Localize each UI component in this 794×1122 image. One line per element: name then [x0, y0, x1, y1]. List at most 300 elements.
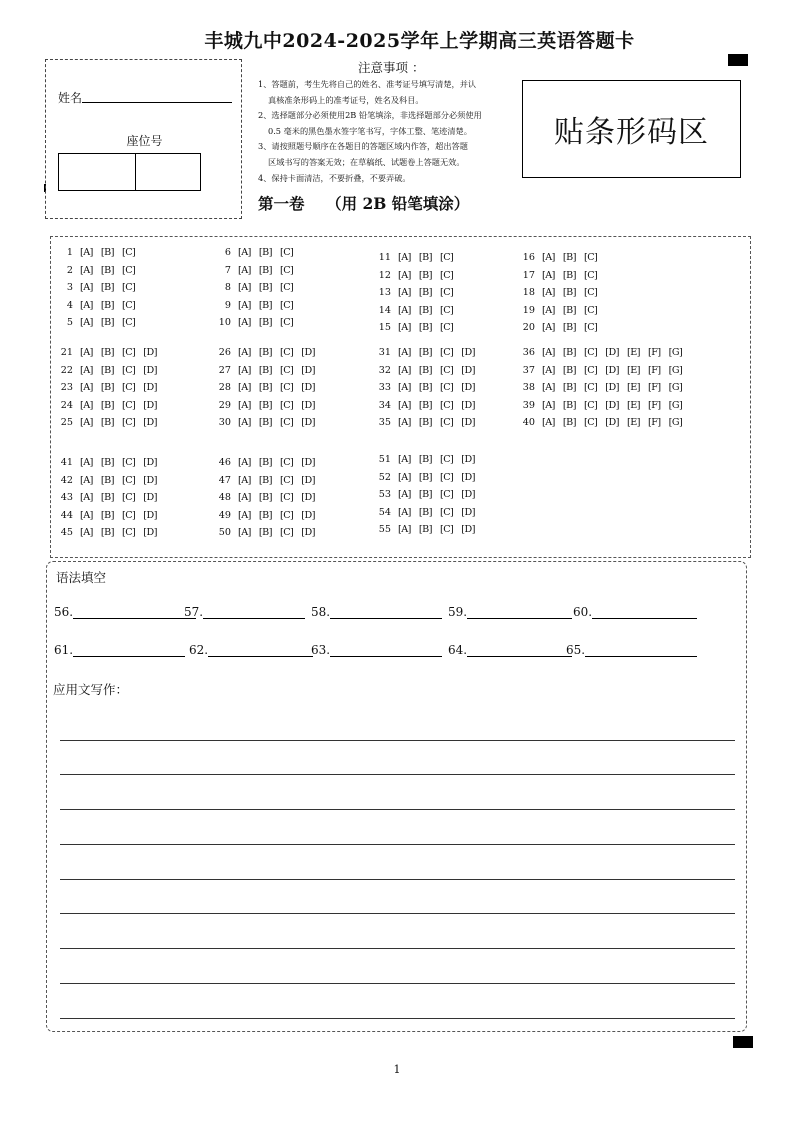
- question-12: [369, 270, 461, 281]
- option-bubble-a[interactable]: [A]: [542, 364, 555, 376]
- option-bubble-b[interactable]: [B]: [258, 382, 272, 393]
- question-number: 44: [60, 509, 73, 521]
- option-bubble-a[interactable]: [A]: [542, 287, 555, 298]
- option-bubble-g[interactable]: [G]: [668, 417, 683, 428]
- option-bubble-b[interactable]: [B]: [418, 287, 432, 298]
- option-bubble-c[interactable]: [C]: [121, 317, 136, 328]
- option-bubble-a[interactable]: [A]: [80, 364, 93, 376]
- question-55: [369, 524, 483, 535]
- option-bubble-b[interactable]: [B]: [258, 299, 272, 311]
- question-28: [209, 382, 323, 393]
- option-bubble-c[interactable]: [C]: [583, 382, 598, 393]
- option-bubble-a[interactable]: [A]: [398, 252, 411, 263]
- question-number: 11: [378, 252, 391, 263]
- option-bubble-a[interactable]: [A]: [398, 454, 411, 465]
- option-bubble-b[interactable]: [B]: [258, 282, 272, 293]
- option-bubble-a[interactable]: [A]: [398, 524, 411, 535]
- question-29: [209, 400, 323, 411]
- option-bubble-b[interactable]: [B]: [418, 399, 432, 411]
- question-number: 9: [224, 299, 231, 311]
- option-bubble-b[interactable]: [B]: [562, 252, 576, 263]
- option-bubble-g[interactable]: [G]: [668, 364, 683, 376]
- option-bubble-c[interactable]: [C]: [279, 317, 294, 328]
- option-bubble-f[interactable]: [F]: [647, 417, 661, 428]
- option-bubble-c[interactable]: [C]: [583, 269, 598, 281]
- option-bubble-d[interactable]: [D]: [605, 399, 619, 411]
- option-bubble-d[interactable]: [D]: [461, 506, 475, 518]
- option-bubble-a[interactable]: [A]: [398, 304, 411, 316]
- option-bubble-d[interactable]: [D]: [605, 382, 619, 393]
- question-number: 28: [218, 382, 231, 393]
- question-number: 35: [378, 417, 391, 428]
- option-bubble-d[interactable]: [D]: [461, 347, 475, 358]
- question-number: 26: [218, 347, 231, 358]
- option-bubble-a[interactable]: [A]: [80, 282, 93, 293]
- option-bubble-b[interactable]: [B]: [100, 299, 114, 311]
- option-bubble-c[interactable]: [C]: [279, 399, 294, 411]
- option-bubble-c[interactable]: [C]: [439, 364, 454, 376]
- option-bubble-c[interactable]: [C]: [121, 347, 136, 358]
- blank-62[interactable]: [189, 642, 313, 657]
- option-bubble-d[interactable]: [D]: [143, 364, 157, 376]
- option-bubble-b[interactable]: [B]: [258, 247, 272, 258]
- option-bubble-b[interactable]: [B]: [418, 417, 432, 428]
- option-bubble-c[interactable]: [C]: [279, 474, 294, 486]
- option-bubble-b[interactable]: [B]: [258, 457, 272, 468]
- option-bubble-b[interactable]: [B]: [418, 269, 432, 281]
- option-bubble-c[interactable]: [C]: [583, 304, 598, 316]
- question-23: [51, 382, 165, 393]
- option-bubble-a[interactable]: [A]: [398, 506, 411, 518]
- option-bubble-a[interactable]: [A]: [398, 382, 411, 393]
- option-bubble-b[interactable]: [B]: [418, 524, 432, 535]
- option-bubble-a[interactable]: [A]: [80, 317, 93, 328]
- option-bubble-a[interactable]: [A]: [398, 417, 411, 428]
- writing-title: 应用文写作：: [53, 682, 129, 697]
- option-bubble-a[interactable]: [A]: [238, 382, 251, 393]
- option-bubble-a[interactable]: [A]: [80, 474, 93, 486]
- option-bubble-b[interactable]: [B]: [562, 347, 576, 358]
- question-26: [209, 347, 323, 358]
- multiple-choice-area: [50, 236, 751, 558]
- option-bubble-a[interactable]: [A]: [80, 347, 93, 358]
- writing-line[interactable]: [60, 740, 735, 741]
- option-bubble-a[interactable]: [A]: [398, 269, 411, 281]
- question-number: 25: [60, 417, 73, 428]
- option-bubble-b[interactable]: [B]: [100, 347, 114, 358]
- option-bubble-c[interactable]: [C]: [583, 364, 598, 376]
- option-bubble-b[interactable]: [B]: [562, 287, 576, 298]
- option-bubble-b[interactable]: [B]: [418, 489, 432, 500]
- option-bubble-c[interactable]: [C]: [439, 287, 454, 298]
- option-bubble-c[interactable]: [C]: [121, 417, 136, 428]
- question-52: [369, 472, 483, 483]
- question-number: 2: [66, 264, 73, 276]
- option-bubble-a[interactable]: [A]: [80, 382, 93, 393]
- option-bubble-b[interactable]: [B]: [258, 509, 272, 521]
- option-bubble-a[interactable]: [A]: [238, 417, 251, 428]
- question-32: [369, 365, 483, 376]
- option-bubble-g[interactable]: [G]: [668, 382, 683, 393]
- option-bubble-a[interactable]: [A]: [542, 252, 555, 263]
- option-bubble-b[interactable]: [B]: [418, 382, 432, 393]
- option-bubble-a[interactable]: [A]: [398, 287, 411, 298]
- question-number: 38: [522, 382, 535, 393]
- page-title: 丰城九中2024-2025学年上学期高三英语答题卡: [204, 30, 635, 52]
- option-bubble-b[interactable]: [B]: [100, 457, 114, 468]
- option-bubble-c[interactable]: [C]: [439, 454, 454, 465]
- option-bubble-c[interactable]: [C]: [279, 247, 294, 258]
- option-bubble-a[interactable]: [A]: [80, 457, 93, 468]
- option-bubble-a[interactable]: [A]: [238, 264, 251, 276]
- option-bubble-c[interactable]: [C]: [583, 252, 598, 263]
- notice-item: 2、选择题部分必须使用2B 铅笔填涂，非选择题部分必须使用: [258, 110, 482, 121]
- barcode-area: 贴条形码区: [522, 80, 741, 178]
- option-bubble-c[interactable]: [C]: [121, 474, 136, 486]
- option-bubble-a[interactable]: [A]: [542, 417, 555, 428]
- option-bubble-d[interactable]: [D]: [605, 347, 619, 358]
- option-bubble-c[interactable]: [C]: [279, 417, 294, 428]
- option-bubble-c[interactable]: [C]: [121, 264, 136, 276]
- writing-line[interactable]: [60, 844, 735, 845]
- option-bubble-b[interactable]: [B]: [418, 471, 432, 483]
- notice-item: 区域书写的答案无效；在草稿纸、试题卷上答题无效。: [268, 156, 465, 167]
- option-bubble-d[interactable]: [D]: [143, 417, 157, 428]
- option-bubble-b[interactable]: [B]: [562, 304, 576, 316]
- question-38: [513, 382, 690, 393]
- option-bubble-b[interactable]: [B]: [100, 399, 114, 411]
- option-bubble-c[interactable]: [C]: [439, 489, 454, 500]
- question-number: 55: [378, 524, 391, 535]
- option-bubble-c[interactable]: [C]: [439, 347, 454, 358]
- question-number: 1: [66, 247, 73, 258]
- option-bubble-c[interactable]: [C]: [439, 252, 454, 263]
- option-bubble-a[interactable]: [A]: [238, 399, 251, 411]
- question-number: 51: [378, 454, 391, 465]
- option-bubble-b[interactable]: [B]: [258, 474, 272, 486]
- option-bubble-a[interactable]: [A]: [238, 527, 251, 538]
- option-bubble-a[interactable]: [A]: [398, 347, 411, 358]
- question-number: 41: [60, 457, 73, 468]
- option-bubble-a[interactable]: [A]: [238, 282, 251, 293]
- option-bubble-f[interactable]: [F]: [647, 382, 661, 393]
- option-bubble-c[interactable]: [C]: [279, 299, 294, 311]
- name-field[interactable]: [82, 102, 232, 103]
- option-bubble-a[interactable]: [A]: [238, 364, 251, 376]
- option-bubble-c[interactable]: [C]: [439, 471, 454, 483]
- option-bubble-c[interactable]: [C]: [279, 364, 294, 376]
- option-bubble-e[interactable]: [E]: [626, 382, 640, 393]
- option-bubble-c[interactable]: [C]: [583, 347, 598, 358]
- option-bubble-c[interactable]: [C]: [121, 282, 136, 293]
- writing-line[interactable]: [60, 983, 735, 984]
- option-bubble-c[interactable]: [C]: [279, 382, 294, 393]
- option-bubble-c[interactable]: [C]: [583, 287, 598, 298]
- option-bubble-d[interactable]: [D]: [301, 347, 315, 358]
- option-bubble-b[interactable]: [B]: [258, 364, 272, 376]
- option-bubble-b[interactable]: [B]: [562, 322, 576, 333]
- option-bubble-e[interactable]: [E]: [626, 364, 640, 376]
- option-bubble-a[interactable]: [A]: [542, 269, 555, 281]
- option-bubble-a[interactable]: [A]: [80, 417, 93, 428]
- option-bubble-a[interactable]: [A]: [238, 347, 251, 358]
- option-bubble-e[interactable]: [E]: [626, 399, 640, 411]
- option-bubble-b[interactable]: [B]: [418, 304, 432, 316]
- blank-label: 58.: [311, 605, 331, 619]
- name-label: 姓名: [58, 91, 83, 105]
- option-bubble-b[interactable]: [B]: [562, 269, 576, 281]
- option-bubble-a[interactable]: [A]: [238, 492, 251, 503]
- option-bubble-d[interactable]: [D]: [301, 509, 315, 521]
- option-bubble-c[interactable]: [C]: [279, 264, 294, 276]
- option-bubble-d[interactable]: [D]: [301, 382, 315, 393]
- option-bubble-b[interactable]: [B]: [100, 317, 114, 328]
- option-bubble-a[interactable]: [A]: [238, 474, 251, 486]
- question-9: [209, 300, 301, 311]
- option-bubble-c[interactable]: [C]: [583, 417, 598, 428]
- option-bubble-d[interactable]: [D]: [301, 417, 315, 428]
- question-36: [513, 347, 690, 358]
- option-bubble-c[interactable]: [C]: [439, 304, 454, 316]
- writing-line[interactable]: [60, 809, 735, 810]
- option-bubble-b[interactable]: [B]: [100, 527, 114, 538]
- option-bubble-a[interactable]: [A]: [238, 509, 251, 521]
- option-bubble-d[interactable]: [D]: [143, 457, 157, 468]
- option-bubble-b[interactable]: [B]: [100, 247, 114, 258]
- option-bubble-b[interactable]: [B]: [100, 364, 114, 376]
- option-bubble-b[interactable]: [B]: [418, 252, 432, 263]
- option-bubble-c[interactable]: [C]: [439, 506, 454, 518]
- option-bubble-d[interactable]: [D]: [301, 364, 315, 376]
- option-bubble-a[interactable]: [A]: [80, 527, 93, 538]
- question-43: [51, 492, 165, 503]
- option-bubble-c[interactable]: [C]: [279, 457, 294, 468]
- option-bubble-b[interactable]: [B]: [418, 454, 432, 465]
- option-bubble-a[interactable]: [A]: [542, 304, 555, 316]
- option-bubble-a[interactable]: [A]: [238, 299, 251, 311]
- option-bubble-d[interactable]: [D]: [461, 471, 475, 483]
- option-bubble-d[interactable]: [D]: [605, 364, 619, 376]
- option-bubble-f[interactable]: [F]: [647, 364, 661, 376]
- option-bubble-b[interactable]: [B]: [100, 264, 114, 276]
- option-bubble-a[interactable]: [A]: [80, 299, 93, 311]
- option-bubble-d[interactable]: [D]: [143, 492, 157, 503]
- option-bubble-c[interactable]: [C]: [121, 509, 136, 521]
- option-bubble-a[interactable]: [A]: [238, 247, 251, 258]
- option-bubble-c[interactable]: [C]: [121, 399, 136, 411]
- option-bubble-b[interactable]: [B]: [258, 347, 272, 358]
- option-bubble-b[interactable]: [B]: [258, 399, 272, 411]
- option-bubble-a[interactable]: [A]: [542, 347, 555, 358]
- option-bubble-d[interactable]: [D]: [461, 399, 475, 411]
- option-bubble-c[interactable]: [C]: [439, 382, 454, 393]
- option-bubble-d[interactable]: [D]: [143, 347, 157, 358]
- blank-64[interactable]: [448, 642, 572, 657]
- blank-60[interactable]: [573, 604, 697, 619]
- option-bubble-d[interactable]: [D]: [143, 399, 157, 411]
- question-number: 13: [378, 287, 391, 298]
- blank-61[interactable]: [54, 642, 185, 657]
- option-bubble-d[interactable]: [D]: [143, 474, 157, 486]
- option-bubble-a[interactable]: [A]: [398, 489, 411, 500]
- option-bubble-c[interactable]: [C]: [279, 527, 294, 538]
- question-number: 19: [522, 304, 535, 316]
- option-bubble-a[interactable]: [A]: [542, 322, 555, 333]
- option-bubble-b[interactable]: [B]: [258, 492, 272, 503]
- option-bubble-b[interactable]: [B]: [258, 527, 272, 538]
- question-number: 3: [66, 282, 73, 293]
- option-bubble-d[interactable]: [D]: [461, 364, 475, 376]
- option-bubble-c[interactable]: [C]: [439, 399, 454, 411]
- option-bubble-a[interactable]: [A]: [238, 457, 251, 468]
- option-bubble-b[interactable]: [B]: [418, 322, 432, 333]
- option-bubble-g[interactable]: [G]: [668, 347, 683, 358]
- blank-63[interactable]: [311, 642, 442, 657]
- option-bubble-c[interactable]: [C]: [121, 492, 136, 503]
- option-bubble-e[interactable]: [E]: [626, 347, 640, 358]
- alignment-mark-bottom: [733, 1036, 753, 1048]
- question-number: 42: [60, 474, 73, 486]
- option-bubble-b[interactable]: [B]: [418, 364, 432, 376]
- blank-58[interactable]: [311, 604, 442, 619]
- option-bubble-b[interactable]: [B]: [100, 417, 114, 428]
- option-bubble-c[interactable]: [C]: [439, 269, 454, 281]
- notice-item: 真核准条形码上的准考证号，姓名及科目。: [268, 94, 424, 105]
- option-bubble-c[interactable]: [C]: [121, 382, 136, 393]
- question-number: 17: [522, 269, 535, 281]
- blank-59[interactable]: [448, 604, 572, 619]
- question-number: 21: [60, 347, 73, 358]
- section1-label: 第一卷 （用 2B 铅笔填涂）: [258, 194, 470, 213]
- blank-65[interactable]: [566, 642, 697, 657]
- option-bubble-a[interactable]: [A]: [542, 382, 555, 393]
- option-bubble-d[interactable]: [D]: [143, 382, 157, 393]
- blank-label: 62.: [189, 643, 209, 657]
- notice-item: 1、答题前，考生先将自己的姓名、准考证号填写清楚，并认: [258, 79, 477, 89]
- question-24: [51, 400, 165, 411]
- question-39: [513, 400, 690, 411]
- question-number: 50: [218, 527, 231, 538]
- option-bubble-g[interactable]: [G]: [668, 399, 683, 411]
- question-number: 53: [378, 489, 391, 500]
- option-bubble-a[interactable]: [A]: [238, 317, 251, 328]
- option-bubble-c[interactable]: [C]: [279, 509, 294, 521]
- option-bubble-d[interactable]: [D]: [461, 454, 475, 465]
- option-bubble-b[interactable]: [B]: [562, 364, 576, 376]
- question-number: 6: [224, 247, 231, 258]
- option-bubble-d[interactable]: [D]: [461, 489, 475, 500]
- option-bubble-c[interactable]: [C]: [121, 527, 136, 538]
- option-bubble-d[interactable]: [D]: [301, 527, 315, 538]
- option-bubble-a[interactable]: [A]: [80, 247, 93, 258]
- option-bubble-a[interactable]: [A]: [80, 399, 93, 411]
- writing-line[interactable]: [60, 1018, 735, 1019]
- option-bubble-c[interactable]: [C]: [121, 457, 136, 468]
- question-8: [209, 282, 301, 293]
- option-bubble-a[interactable]: [A]: [542, 399, 555, 411]
- option-bubble-d[interactable]: [D]: [143, 509, 157, 521]
- option-bubble-a[interactable]: [A]: [398, 471, 411, 483]
- option-bubble-c[interactable]: [C]: [279, 492, 294, 503]
- blank-57[interactable]: [184, 604, 305, 619]
- writing-line[interactable]: [60, 774, 735, 775]
- option-bubble-b[interactable]: [B]: [258, 264, 272, 276]
- option-bubble-a[interactable]: [A]: [398, 322, 411, 333]
- question-7: [209, 265, 301, 276]
- option-bubble-a[interactable]: [A]: [398, 364, 411, 376]
- question-46: [209, 457, 323, 468]
- seat-number-field[interactable]: [58, 153, 201, 191]
- question-34: [369, 400, 483, 411]
- option-bubble-a[interactable]: [A]: [80, 264, 93, 276]
- writing-line[interactable]: [60, 913, 735, 914]
- option-bubble-c[interactable]: [C]: [279, 282, 294, 293]
- blank-56[interactable]: [54, 604, 196, 619]
- option-bubble-c[interactable]: [C]: [439, 524, 454, 535]
- option-bubble-c[interactable]: [C]: [439, 417, 454, 428]
- question-5: [51, 317, 143, 328]
- question-number: 45: [60, 527, 73, 538]
- question-48: [209, 492, 323, 503]
- option-bubble-c[interactable]: [C]: [439, 322, 454, 333]
- option-bubble-f[interactable]: [F]: [647, 399, 661, 411]
- option-bubble-d[interactable]: [D]: [301, 457, 315, 468]
- writing-line[interactable]: [60, 948, 735, 949]
- option-bubble-c[interactable]: [C]: [121, 299, 136, 311]
- option-bubble-b[interactable]: [B]: [100, 282, 114, 293]
- option-bubble-a[interactable]: [A]: [80, 492, 93, 503]
- option-bubble-b[interactable]: [B]: [258, 417, 272, 428]
- option-bubble-d[interactable]: [D]: [143, 527, 157, 538]
- option-bubble-b[interactable]: [B]: [100, 382, 114, 393]
- option-bubble-b[interactable]: [B]: [562, 399, 576, 411]
- option-bubble-c[interactable]: [C]: [583, 399, 598, 411]
- question-21: [51, 347, 165, 358]
- option-bubble-b[interactable]: [B]: [418, 347, 432, 358]
- option-bubble-d[interactable]: [D]: [301, 399, 315, 411]
- option-bubble-d[interactable]: [D]: [301, 492, 315, 503]
- option-bubble-e[interactable]: [E]: [626, 417, 640, 428]
- option-bubble-b[interactable]: [B]: [100, 509, 114, 521]
- option-bubble-c[interactable]: [C]: [121, 364, 136, 376]
- writing-line[interactable]: [60, 879, 735, 880]
- question-number: 29: [218, 399, 231, 411]
- question-number: 23: [60, 382, 73, 393]
- question-number: 34: [378, 399, 391, 411]
- question-11: [369, 252, 461, 263]
- option-bubble-a[interactable]: [A]: [80, 509, 93, 521]
- option-bubble-b[interactable]: [B]: [562, 382, 576, 393]
- option-bubble-f[interactable]: [F]: [647, 347, 661, 358]
- option-bubble-d[interactable]: [D]: [301, 474, 315, 486]
- question-50: [209, 527, 323, 538]
- option-bubble-d[interactable]: [D]: [461, 417, 475, 428]
- option-bubble-d[interactable]: [D]: [461, 524, 475, 535]
- option-bubble-b[interactable]: [B]: [100, 492, 114, 503]
- question-number: 24: [60, 399, 73, 411]
- option-bubble-a[interactable]: [A]: [398, 399, 411, 411]
- question-31: [369, 347, 483, 358]
- option-bubble-b[interactable]: [B]: [258, 317, 272, 328]
- option-bubble-d[interactable]: [D]: [605, 417, 619, 428]
- option-bubble-b[interactable]: [B]: [562, 417, 576, 428]
- option-bubble-c[interactable]: [C]: [279, 347, 294, 358]
- option-bubble-b[interactable]: [B]: [100, 474, 114, 486]
- option-bubble-c[interactable]: [C]: [583, 322, 598, 333]
- option-bubble-d[interactable]: [D]: [461, 382, 475, 393]
- option-bubble-c[interactable]: [C]: [121, 247, 136, 258]
- option-bubble-b[interactable]: [B]: [418, 506, 432, 518]
